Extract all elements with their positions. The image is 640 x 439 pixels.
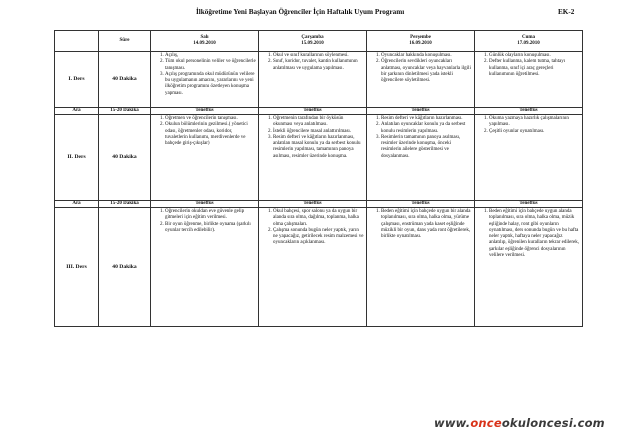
activity-list [369,116,472,160]
header-row [55,31,583,52]
lesson-cell [259,52,367,108]
day-name: Perşembe [410,34,431,40]
header-empty-cell [55,31,99,52]
header-day-2 [259,31,367,52]
lesson-cell [475,52,583,108]
lesson-row-1 [55,52,583,108]
break-cell: Teneffüs [475,108,583,115]
lesson-cell [367,115,475,201]
lesson-row-3 [55,208,583,327]
activity-list [369,53,472,84]
break-label: Ara [55,201,99,208]
page-title: İlköğretime Yeni Başlayan Öğrenciler İçin Haftalık Uyum Programı [196,8,405,16]
lesson-cell [475,115,583,201]
activity-list [261,116,364,160]
break-row-1 [55,108,583,115]
lesson-cell [367,208,475,327]
activity-item: 3. Açılış programında okul müdürünün velilere bu uygulamanın amacını, yararlarını ve yeni ilköğretim programını özetleyen konuşma yapması. [165,72,256,97]
header-duration: Süre [99,31,151,52]
activity-list [477,116,580,135]
activity-item: 1. Resim defteri ve kâğıtların hazırlanması. [381,116,472,122]
activity-item: 2. Anlatılan oyuncaklar konulu ya da serbest konulu resimlerin yapılması. [381,122,472,135]
lesson-cell [151,208,259,327]
activity-list [153,116,256,147]
header-day-3 [367,31,475,52]
lesson-cell [475,208,583,327]
site-watermark [434,416,605,430]
day-date: 17.09.2010 [517,41,540,46]
lesson-cell [151,52,259,108]
activity-item: 1. Beden eğitimi için bahçede uygun bir alanda toplanılması, sıra olma, halka olma, yürüme çalışması, enstrüman yada kaset eşliğinde müzikli bir oyun, dans yada ront öğretilerek, birlikte oynatılması. [381,209,472,240]
break-duration: 15-20 Dakika [99,201,151,208]
header-day-4 [475,31,583,52]
day-date: 16.09.2010 [409,41,432,46]
break-cell: Teneffüs [151,108,259,115]
activity-item: 2. Defter kullanma, kalem tutma, tahtayı kullanma, sınıf içi araç gereçleri kullanımının öğretilmesi. [489,59,580,78]
lesson-row-2 [55,115,583,201]
activity-item: 1. Günlük olayların konuşulması. [489,53,580,59]
schedule-table [54,30,583,327]
activity-item: 1. Açılış, [165,53,256,59]
activity-item: 1. Okuma yazmaya hazırlık çalışmalarının yapılması. [489,116,580,129]
break-cell: Teneffüs [259,201,367,208]
activity-item: 1. Beden eğitimi için bahçede uygun alanda toplanılması, sıra olma, halka olma, müzik eşliğinde halay, ront gibi oyunların oynatılması, ders sonunda bugün ve bu hafta neler yaptık, haftaya neler yapacağız anlatılıp, öğrenilen kuralların tekrar edilerek, şarkılar eşliğinde öğrenci dosyalarının velilere verilmesi. [489,209,580,259]
activity-list [477,53,580,78]
break-cell: Teneffüs [367,108,475,115]
activity-item: 1. Okul bahçesi, spor salonu ya da uygun bir alanda sıra olma, dağılma, toplanma, halka olma çalışmaları. [273,209,364,228]
activity-list [261,53,364,72]
day-name: Salı [200,34,209,40]
lesson-cell [151,115,259,201]
break-cell: Teneffüs [475,201,583,208]
break-duration: 15-20 Dakika [99,108,151,115]
activity-list [153,209,256,234]
lesson-duration: 40 Dakika [99,52,151,108]
activity-item: 3. Resim defteri ve kâğıtların hazırlanması, anlatılan masal konulu ya da serbest konulu resimlerin yapılması, tamamının panoya asılması, resimler üzerinde konuşma. [273,135,364,160]
day-date: 15.09.2010 [301,41,324,46]
activity-item: 2. Tüm okul personelinin veliler ve öğrencilerle tanışması. [165,59,256,72]
lesson-cell [259,115,367,201]
break-cell: Teneffüs [259,108,367,115]
activity-item: 2. Çalışma sonunda bugün neler yaptık, yarın ne yapacağız, getirilecek resim malzemesi ve oyuncakların açıklanması. [273,228,364,247]
watermark-highlight: once [470,416,502,430]
lesson-label: III. Ders [55,208,99,327]
break-label: Ara [55,108,99,115]
activity-list [477,209,580,259]
watermark-suffix: okuloncesi.com [501,416,605,430]
activity-item: 1. Öğretmenin tarafından bir öyküsün okunması veya anlatılması. [273,116,364,129]
activity-item: 2. Bir oyun öğrenme, birlikte oynama (şarkılı oyunlar tercih edilebilir). [165,222,256,235]
lesson-cell [259,208,367,327]
day-name: Çarşamba [301,34,324,40]
header-day-1 [151,31,259,52]
activity-item: 1. Öğretmen ve öğrencilerin tanışması. [165,116,256,122]
lesson-cell [367,52,475,108]
lesson-duration: 40 Dakika [99,208,151,327]
lesson-duration: 40 Dakika [99,115,151,201]
activity-item: 2. Sınıf, koridor, tuvalet, kantin kullanımının anlatılması ve uygulama yapılması. [273,59,364,72]
activity-item: 1. Öğrencilerin okuldan eve güvenle gelip gitmeleri için eğitim verilmesi. [165,209,256,222]
activity-item: 1. Okul ve sınıf kurallarının söylenmesi. [273,53,364,59]
lesson-label: II. Ders [55,115,99,201]
activity-item: 2. Çeşitli oyunlar oynatılması. [489,129,580,135]
break-cell: Teneffüs [367,201,475,208]
break-cell: Teneffüs [151,201,259,208]
lesson-label: I. Ders [55,52,99,108]
activity-item: 2. Öğrencilerin sevdikleri oyuncakları anlatması, oyuncaklar veya hayvanlarla ilgili bir şarkının dinletilmesi yada istekli öğrencilere söyletilmesi. [381,59,472,84]
activity-item: 2. Okulun bölümlerinin gezilmesi.( yönetici odası, öğretmenler odası, koridor, tuvaletlerin kullanımı, merdivenlerde ve bahçede giriş-çıkışlar) [165,122,256,147]
annex-label: EK-2 [558,8,575,16]
watermark-prefix: www. [434,416,471,430]
activity-item: 1. Oyuncaklar hakkında konuşulması. [381,53,472,59]
break-row-2 [55,201,583,208]
activity-list [153,53,256,97]
activity-item: 3. Resimlerin tamamının panoya asılması, resimler üzerinde konuşma, önceki resimlerin ailelere gösterilmesi ve dosyalanması. [381,135,472,160]
activity-list [261,209,364,247]
day-name: Cuma [521,34,536,40]
day-date: 14.09.2010 [193,41,216,46]
activity-item: 2. İstekli öğrencilere masal anlattırılması. [273,129,364,135]
activity-list [369,209,472,240]
